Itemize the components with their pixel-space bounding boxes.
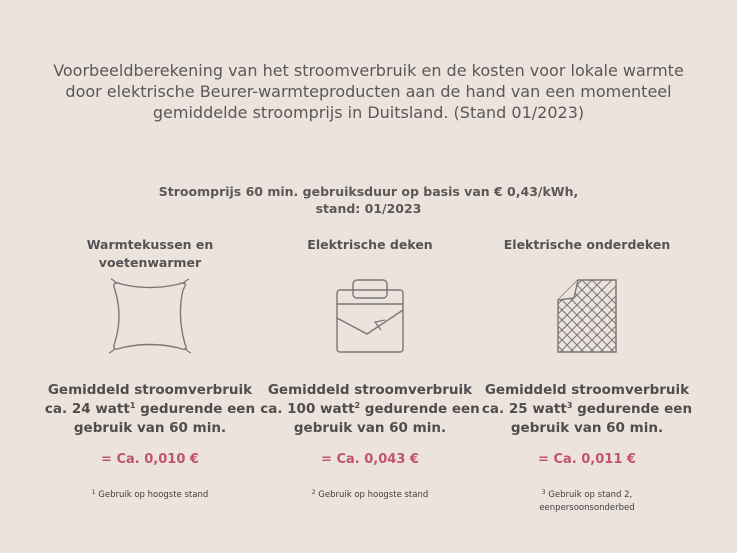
product-column-electric-blanket (260, 236, 480, 500)
price-basis-subtitle (120, 183, 617, 217)
subtitle-line-2: stand: 01/2023 (315, 201, 422, 216)
footnote-number: 2 (311, 489, 316, 496)
price-value: = Ca. 0,011 € (538, 452, 636, 467)
product-title (477, 236, 697, 276)
price-value: = Ca. 0,010 € (101, 452, 199, 467)
usage-text (40, 381, 260, 438)
footnote (260, 486, 480, 502)
product-title (40, 236, 260, 276)
usage-line-3: gebruik van 60 min. (73, 420, 227, 436)
usage-text (477, 381, 697, 438)
usage-suffix: gedurende een (572, 401, 693, 417)
product-column-heat-pad (40, 236, 260, 500)
usage-watt: ca. 100 watt (260, 401, 355, 417)
price-value: = Ca. 0,043 € (321, 452, 419, 467)
product-title-line-2: voetenwarmer (98, 255, 202, 270)
intro-text: Voorbeeldberekening van het stroomverbruik en de kosten voor lokale warmte door elektrische Beurer-warmteproducten aan de hand van een momenteel gemiddelde stroomprijs in Duitsland. (Stand 01/2023) (53, 61, 684, 122)
usage-line-1: Gemiddeld stroomverbruik (47, 382, 253, 398)
footnote-line-1: Gebruik op hoogste stand (315, 490, 429, 500)
usage-text (260, 381, 480, 438)
footnote-number: 3 (541, 489, 546, 496)
footnote-marker: 2 (354, 401, 361, 410)
usage-line-2 (477, 400, 697, 419)
quilted-underblanket-icon (477, 276, 697, 356)
usage-line-3: gebruik van 60 min. (293, 420, 447, 436)
product-title-line-1: Warmtekussen en (86, 237, 214, 252)
product-title-line-1: Elektrische deken (307, 237, 433, 252)
footnote-line-1: Gebruik op stand 2, (545, 490, 633, 500)
usage-line-1: Gemiddeld stroomverbruik (484, 382, 690, 398)
usage-watt: ca. 25 watt (481, 401, 567, 417)
footnote (477, 486, 697, 515)
usage-line-2 (260, 400, 480, 419)
product-title-line-1: Elektrische onderdeken (503, 237, 671, 252)
usage-line-3: gebruik van 60 min. (510, 420, 664, 436)
usage-watt: ca. 24 watt (44, 401, 130, 417)
subtitle-line-1: Stroomprijs 60 min. gebruiksduur op basis van € 0,43/kWh, (158, 184, 579, 199)
usage-line-1: Gemiddeld stroomverbruik (267, 382, 473, 398)
footnote-marker: 1 (129, 401, 136, 410)
footnote-marker: 3 (566, 401, 573, 410)
usage-line-2 (40, 400, 260, 419)
usage-suffix: gedurende een (360, 401, 480, 417)
usage-suffix: gedurende een (135, 401, 256, 417)
product-title (260, 236, 480, 276)
pillow-icon (40, 276, 260, 356)
footnote (40, 486, 260, 502)
product-column-underblanket (477, 236, 697, 513)
footnote-line-1: Gebruik op hoogste stand (95, 490, 209, 500)
footnote-line-2: eenpersoonsonderbed (539, 503, 635, 513)
footnote-number: 1 (91, 489, 96, 496)
bed-blanket-icon (260, 276, 480, 356)
